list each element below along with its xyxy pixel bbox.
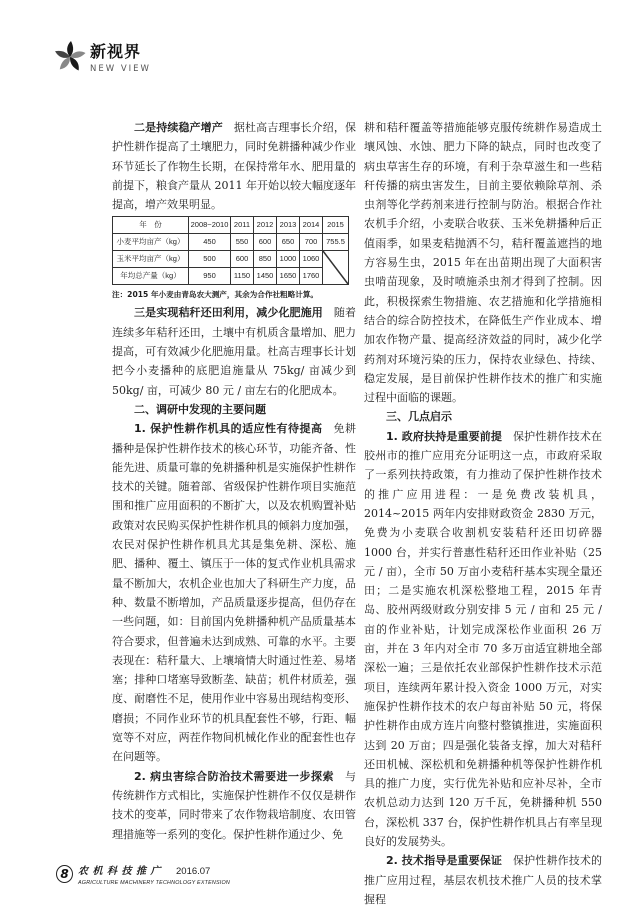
table-empty-cell bbox=[323, 251, 349, 285]
table-cell: 950 bbox=[189, 268, 231, 285]
paragraph-machines bbox=[112, 419, 356, 766]
table-cell: 600 bbox=[254, 234, 277, 251]
paragraph-text: 与传统耕作方式相比，实施保护性耕作不仅仅是耕作技术的变革，同时带来了农作物栽培制度、农田管理措施等一系列的变化。保护性耕作通过少、免 bbox=[112, 769, 356, 841]
paragraph-text: 免耕播种是保护性耕作技术的核心环节，功能齐备、性能先进、质量可靠的免耕播种机是实施保护性耕作技术的关键。随着部、省级保护性耕作项目实施范围和推广应用面积的不断扩大，以及农机购置补贴政策对农民购买保护性耕作机具的倾斜力度加强，农民对保护性耕作机具尤其是集免耕、深松、施肥、播种、覆土、镇压于一体的复式作业机具需求量不断加大，农机企业也加大了科研生产力度，品种、数量不断增加，产品质量逐步提高，但仍存在一些问题，如：目前国内免耕播种机产品质量基本符合要求，但普遍未达到成熟、可靠的水平。主要表现在：秸秆量大、上壤墒情大时通过性差、易堵塞；排种口堵塞导致断垄、缺苗；机件材质差，强度、耐磨性不足，使用作业中容易出现结构变形、磨损；不同作业环节的机具配套性不够，行距、幅宽等不对应，两茬作物间机械化作业的配套性也存在问题等。 bbox=[112, 422, 356, 764]
yield-table bbox=[112, 216, 349, 285]
logo-petals bbox=[54, 41, 86, 72]
paragraph-text: 随着连续多年秸秆还田，土壤中有机质含量增加、肥力提高，可有效减少化肥施用量。杜高吉理事长计划把今小麦播种的底肥追施量从 75kg/ 亩减少到 50kg/ 亩，可减少 80 元 / 亩左右的化肥成本。 bbox=[112, 306, 357, 397]
table-header-cell: 2011 bbox=[231, 217, 254, 234]
table-header-cell: 2008~2010 bbox=[189, 217, 231, 234]
pinwheel-logo-icon bbox=[54, 40, 86, 74]
table-cell: 500 bbox=[189, 251, 231, 268]
magazine-name: 农机科技推广 bbox=[78, 866, 165, 877]
magazine-name-english: AGRICULTURE MACHINERY TECHNOLOGY EXTENSION bbox=[78, 880, 230, 886]
table-header-cell: 2014 bbox=[300, 217, 323, 234]
table-cell: 1650 bbox=[277, 268, 300, 285]
paragraph-lead: 1. 保护性耕作机具的适应性有待提高 bbox=[134, 422, 323, 436]
table-row bbox=[113, 251, 349, 268]
table-cell: 450 bbox=[189, 234, 231, 251]
table-row bbox=[113, 268, 349, 285]
table-row-label: 小麦平均亩产（kg） bbox=[113, 234, 189, 251]
table-cell: 700 bbox=[300, 234, 323, 251]
paragraph-pest-continued: 耕和秸秆覆盖等措施能够克服传统耕作易造成土壤风蚀、水蚀、肥力下降的缺点，同时也改变了病虫草害生存的环境，有利于杂草滋生和一些秸秆传播的病虫害发生，目前主要依赖除草剂、杀虫剂等化学药剂来进行控制与防治。根据合作社农机手介绍，小麦联合收获、玉米免耕播种后正值雨季，如果麦秸抛洒不匀，秸秆覆盖遮挡的地方容易生虫，2015 年在出苗期出现了大面积害虫啃苗现象，及时喷施杀虫剂才得到了控制。因此，积极探索生物措施、农艺措施和化学措施相结合的综合防控技术，在降低生产作业成本、增加农作物产量、提高经济效益的同时，减少化学药剂对环境污染的压力，保持农业绿色、持续、稳定发展，是目前保护性耕作技术的推广和实施过程中面临的课题。 bbox=[364, 121, 602, 405]
paragraph-straw bbox=[112, 303, 356, 399]
table-header-cell: 2013 bbox=[277, 217, 300, 234]
table-cell: 850 bbox=[254, 251, 277, 268]
right-column bbox=[364, 118, 602, 906]
table-row-label: 玉米平均亩产（kg） bbox=[113, 251, 189, 268]
table-cell: 1000 bbox=[277, 251, 300, 268]
table-row bbox=[113, 234, 349, 251]
paragraph-text: 保护性耕作技术在胶州市的推广应用充分证明这一点，市政府采取了一系列扶持政策，有力推动了保护性耕作技术的推广应用进程：一是免费改装机具，2014~2015 两年内安排财政资金 2830 万元，免费为小麦联合收割机安装秸秆还田切碎器 1000 台，并实行普惠性秸秆还田作业补贴（25 元 / 亩），全市 50 万亩小麦秸秆基本实现全量还田；二是实施农机深松整地工程，2015 年青岛、胶州两级财政分别安排 5 元 / 亩和 25 元 / 亩的作业补贴，计划完成深松作业面积 26 万亩，并在 3 年内对全市 70 多万亩适宜耕地全部深松一遍；三是依托农业部保护性耕作技术示范项目，连续两年累计投入资金 1000 万元，对实施保护性耕作技术的农户每亩补贴 50 元，将保护性耕作由成方连片向整村整镇推进，实施面积达到 20 万亩；四是强化装备支撑，加大对秸秆还田机械、深松机和免耕播种机等保护性耕作机具的推广力度，实行优先补贴和应补尽补，全市农机总动力达到 120 万千瓦，免耕播种机 550 台，深松机 337 台，保护性耕作机具占有率呈现良好的发展势头。 bbox=[364, 429, 602, 848]
paragraph-lead: 1. 政府扶持是重要前提 bbox=[386, 429, 503, 443]
section-heading-insights: 三、几点启示 bbox=[386, 410, 452, 424]
paragraph-government bbox=[364, 427, 602, 852]
paragraph-technical bbox=[364, 851, 602, 909]
page-number: 8 bbox=[56, 865, 73, 883]
paragraph-text: 保护性耕作技术的推广应用过程，基层农机技术推广人员的技术掌握程 bbox=[364, 854, 602, 906]
table-header-cell: 2012 bbox=[254, 217, 277, 234]
paragraph-lead: 三是实现秸秆还田利用，减少化肥施用 bbox=[134, 306, 323, 320]
table-cell: 1760 bbox=[300, 268, 323, 285]
paragraph-text: 据杜高吉理事长介绍，保护性耕作提高了土壤肥力，同时免耕播种减少作业环节延长了作物生长期，在保持常年水、肥用量的前提下，粮食产量从 2011 年开始以较大幅度逐年提高，增产效果明显。 bbox=[112, 121, 357, 212]
issue-date: 2016.07 bbox=[176, 866, 211, 877]
section-subtitle: NEW VIEW bbox=[90, 64, 151, 74]
table-header-cell: 年 份 bbox=[113, 217, 189, 234]
table-cell: 600 bbox=[231, 251, 254, 268]
table-cell: 1450 bbox=[254, 268, 277, 285]
table-cell: 550 bbox=[231, 234, 254, 251]
table-note: 注：2015 年小麦由青岛农大测产，其余为合作社粗略计算。 bbox=[112, 290, 319, 300]
paragraph-yield bbox=[112, 118, 356, 214]
paragraph-lead: 2. 病虫害综合防治技术需要进一步探索 bbox=[134, 769, 334, 783]
table-cell: 1150 bbox=[231, 268, 254, 285]
table-header-cell: 2015 bbox=[323, 217, 349, 234]
diagonal-line bbox=[323, 251, 348, 284]
empty-cell-diagonal bbox=[323, 251, 348, 284]
paragraph-lead: 2. 技术指导是重要保证 bbox=[386, 854, 503, 868]
paragraph-lead: 二是持续稳产增产 bbox=[134, 121, 223, 134]
table-cell: 1060 bbox=[300, 251, 323, 268]
section-title: 新视界 bbox=[90, 42, 142, 61]
section-heading-problems: 二、调研中发现的主要问题 bbox=[134, 402, 266, 416]
table-header-row bbox=[113, 217, 349, 234]
left-column bbox=[112, 118, 356, 860]
table-cell: 650 bbox=[277, 234, 300, 251]
table-row-label: 年均总产量（kg） bbox=[113, 268, 189, 285]
table-cell: 755.5 bbox=[323, 234, 349, 251]
paragraph-pest bbox=[112, 767, 356, 844]
